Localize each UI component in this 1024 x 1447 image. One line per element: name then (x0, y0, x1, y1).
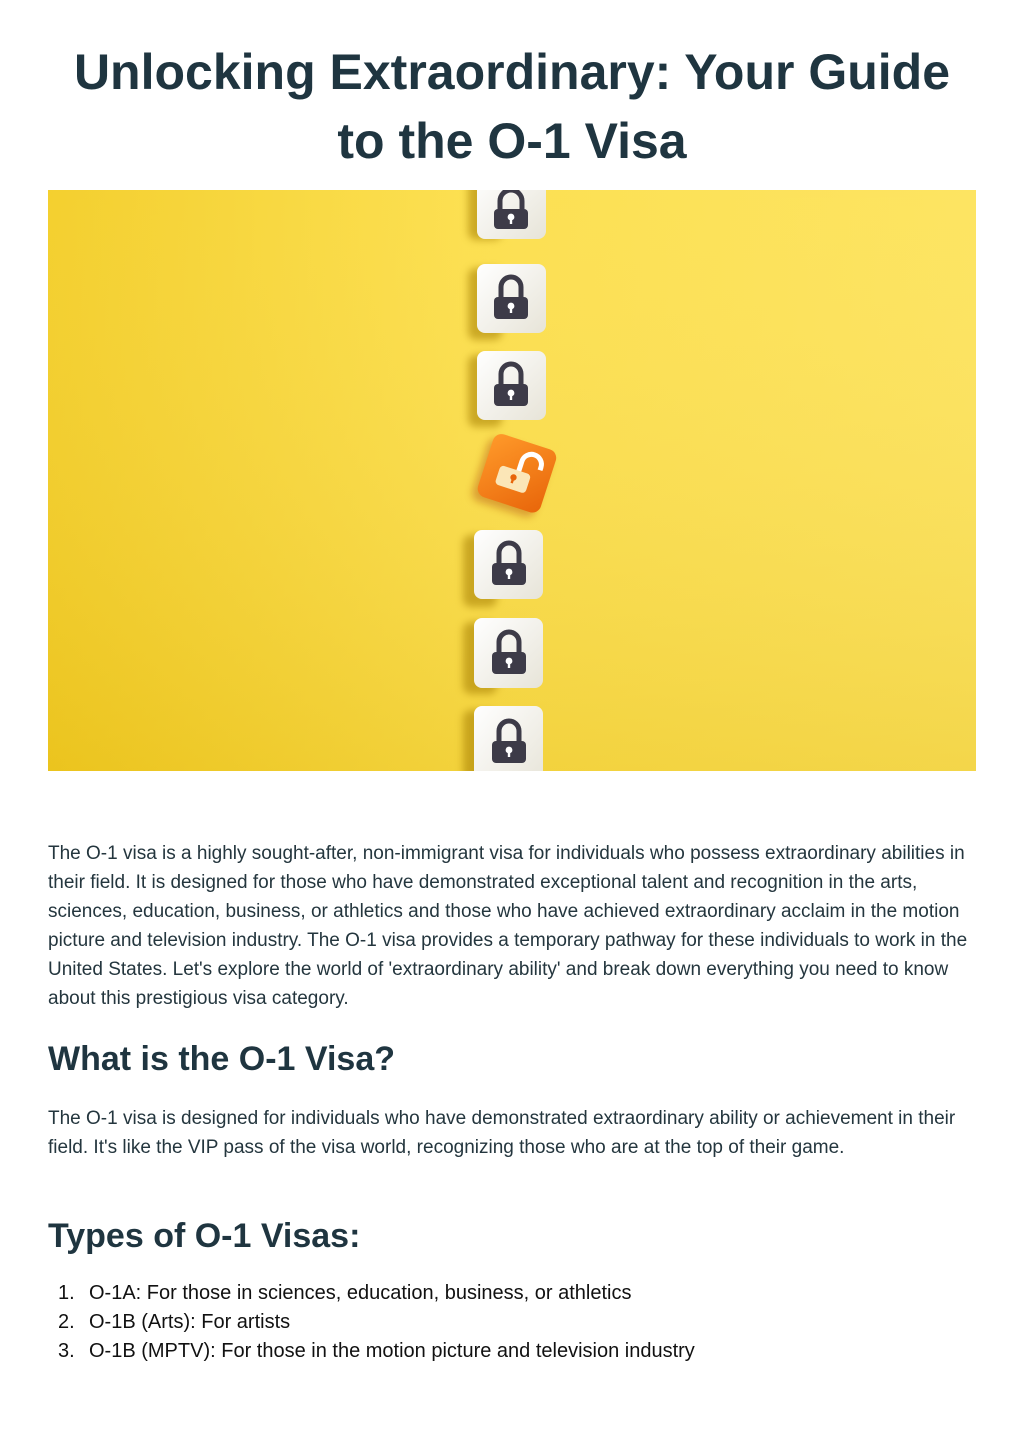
lock-cube (474, 618, 543, 688)
list-item-number: 1. (58, 1282, 75, 1304)
list-item-text: O-1B (Arts): For artists (89, 1311, 291, 1333)
lock-cube (477, 190, 546, 239)
list-item-number: 3. (58, 1340, 75, 1362)
list-item-text: O-1B (MPTV): For those in the motion picture and television industry (89, 1340, 695, 1362)
section-heading-types: Types of O-1 Visas: (48, 1217, 361, 1255)
what-is-paragraph: The O-1 visa is designed for individuals who have demonstrated extraordinary ability or achievement in their field. It's like the VIP pass of the visa world, recognizing those who are at the top of their game. (48, 1108, 956, 1158)
list-item (48, 1279, 948, 1308)
hero-image (48, 190, 976, 771)
lock-cube (474, 530, 543, 599)
list-item-number: 2. (58, 1311, 75, 1333)
list-item (48, 1308, 948, 1337)
visa-types-list (48, 1279, 948, 1366)
list-item (48, 1337, 948, 1366)
locks-illustration (48, 190, 976, 771)
section-heading-what-is: What is the O-1 Visa? (48, 1040, 396, 1078)
page-title: Unlocking Extraordinary: Your Guide to the O-1 Visa (73, 44, 951, 169)
lock-cube (477, 264, 546, 333)
lock-cube (477, 351, 546, 420)
list-item-text: O-1A: For those in sciences, education, business, or athletics (89, 1282, 632, 1304)
lock-cube (474, 706, 543, 771)
intro-paragraph: The O-1 visa is a highly sought-after, non-immigrant visa for individuals who possess extraordinary abilities in their field. It is designed for those who have demonstrated exceptional talent and recognition in the arts, sciences, education, business, or athletics and those who have achieved extraordinary acclaim in the motion picture and television industry. The O-1 visa provides a temporary pathway for these individuals to work in the United States. Let's explore the world of 'extraordinary ability' and break down everything you need to know about this prestigious visa category. (48, 843, 968, 1009)
